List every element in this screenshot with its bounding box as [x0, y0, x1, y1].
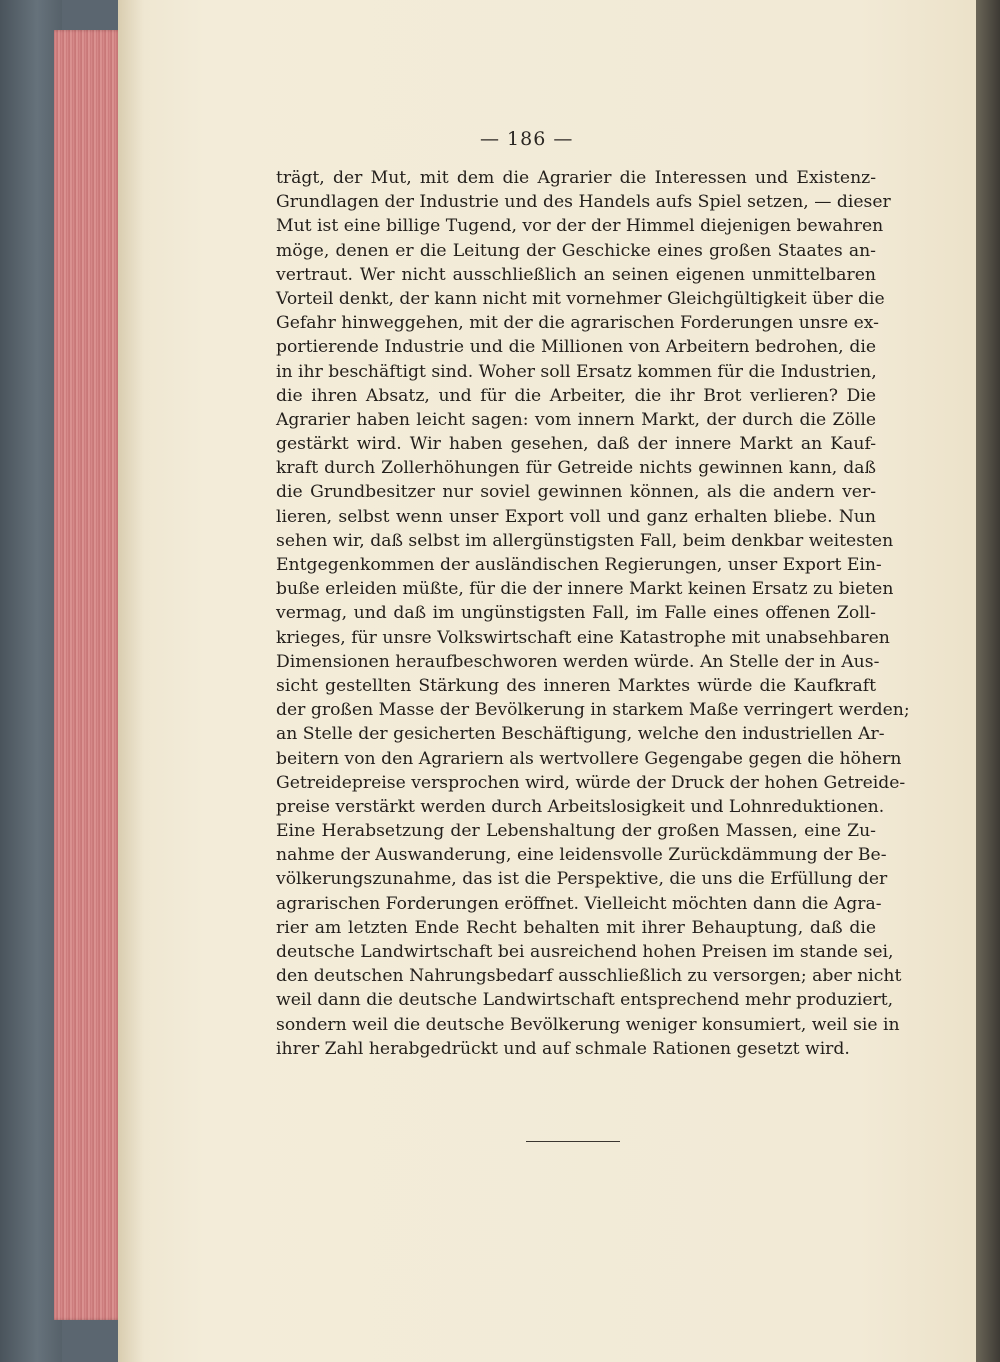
text-line: lieren, selbst wenn unser Export voll und ganz erhalten bliebe. Nun: [276, 506, 876, 527]
book-cover: [0, 0, 62, 1362]
text-line: Mut ist eine billige Tugend, vor der der Himmel diejenigen bewahren: [276, 216, 884, 237]
text-line: der großen Masse der Bevölkerung in starkem Maße verringert werden;: [276, 700, 910, 721]
text-line: möge, denen er die Leitung der Geschicke eines großen Staates an-: [276, 240, 876, 261]
body-text: [276, 166, 910, 1061]
text-line: ihrer Zahl herabgedrückt und auf schmale Rationen gesetzt wird.: [276, 1038, 850, 1059]
text-line: Agrarier haben leicht sagen: vom innern Markt, der durch die Zölle: [276, 409, 876, 430]
text-line: beitern von den Agrariern als wertvollere Gegengabe gegen die höhern: [276, 748, 902, 769]
page-number: — 186 —: [480, 128, 574, 150]
text-line: die ihren Absatz, und für die Arbeiter, die ihr Brot verlieren? Die: [276, 385, 876, 406]
text-line: deutsche Landwirtschaft bei ausreichend hohen Preisen im stande sei,: [276, 942, 894, 962]
text-line: sehen wir, daß selbst im allergünstigsten Fall, beim denkbar weitesten: [276, 530, 894, 551]
text-line: Vorteil denkt, der kann nicht mit vornehmer Gleichgültigkeit über die: [276, 288, 885, 309]
text-line: vermag, und daß im ungünstigsten Fall, im Falle eines offenen Zoll-: [276, 603, 876, 624]
text-line: den deutschen Nahrungsbedarf ausschließlich zu versorgen; aber nicht: [276, 966, 902, 987]
text-line: vertraut. Wer nicht ausschließlich an seinen eigenen unmittelbaren: [276, 264, 876, 285]
text-line: Gefahr hinweggehen, mit der die agrarischen Forderungen unsre ex-: [276, 313, 879, 334]
text-line: trägt, der Mut, mit dem die Agrarier die Interessen und Existenz-: [276, 168, 876, 188]
text-line: weil dann die deutsche Landwirtschaft entsprechend mehr produziert,: [276, 990, 894, 1011]
text-line: völkerungszunahme, das ist die Perspektive, die uns die Erfüllung der: [276, 869, 888, 890]
page-edges: [54, 30, 122, 1320]
text-line: sicht gestellten Stärkung des inneren Marktes würde die Kaufkraft: [276, 675, 876, 696]
text-line: Grundlagen der Industrie und des Handels aufs Spiel setzen, — dieser: [276, 192, 891, 213]
text-line: agrarischen Forderungen eröffnet. Vielleicht möchten dann die Agra-: [276, 893, 882, 914]
text-line: preise verstärkt werden durch Arbeitslosigkeit und Lohnreduktionen.: [276, 796, 885, 817]
text-line: Eine Herabsetzung der Lebenshaltung der großen Massen, eine Zu-: [276, 821, 876, 842]
text-line: gestärkt wird. Wir haben gesehen, daß der innere Markt an Kauf-: [276, 434, 876, 455]
text-line: sondern weil die deutsche Bevölkerung weniger konsumiert, weil sie in: [276, 1014, 900, 1035]
text-line: krieges, für unsre Volkswirtschaft eine Katastrophe mit unabsehbaren: [276, 627, 890, 648]
closing-rule: [526, 1141, 620, 1142]
text-line: buße erleiden müßte, für die der innere Markt keinen Ersatz zu bieten: [276, 579, 894, 600]
text-line: die Grundbesitzer nur soviel gewinnen können, als die andern ver-: [276, 482, 876, 503]
text-line: in ihr beschäftigt sind. Woher soll Ersatz kommen für die Industrien,: [276, 361, 877, 382]
text-line: Entgegenkommen der ausländischen Regierungen, unser Export Ein-: [276, 555, 882, 575]
text-line: portierende Industrie und die Millionen von Arbeitern bedrohen, die: [276, 337, 876, 358]
text-line: rier am letzten Ende Recht behalten mit ihrer Behauptung, daß die: [276, 917, 876, 938]
gutter-shadow: [976, 0, 1000, 1362]
text-line: nahme der Auswanderung, eine leidensvolle Zurückdämmung der Be-: [276, 845, 887, 866]
text-line: Getreidepreise versprochen wird, würde der Druck der hohen Getreide-: [276, 772, 906, 793]
text-line: Dimensionen heraufbeschworen werden würde. An Stelle der in Aus-: [276, 651, 880, 672]
text-line: an Stelle der gesicherten Beschäftigung, welche den industriellen Ar-: [276, 724, 885, 745]
text-line: kraft durch Zollerhöhungen für Getreide nichts gewinnen kann, daß: [276, 458, 876, 479]
